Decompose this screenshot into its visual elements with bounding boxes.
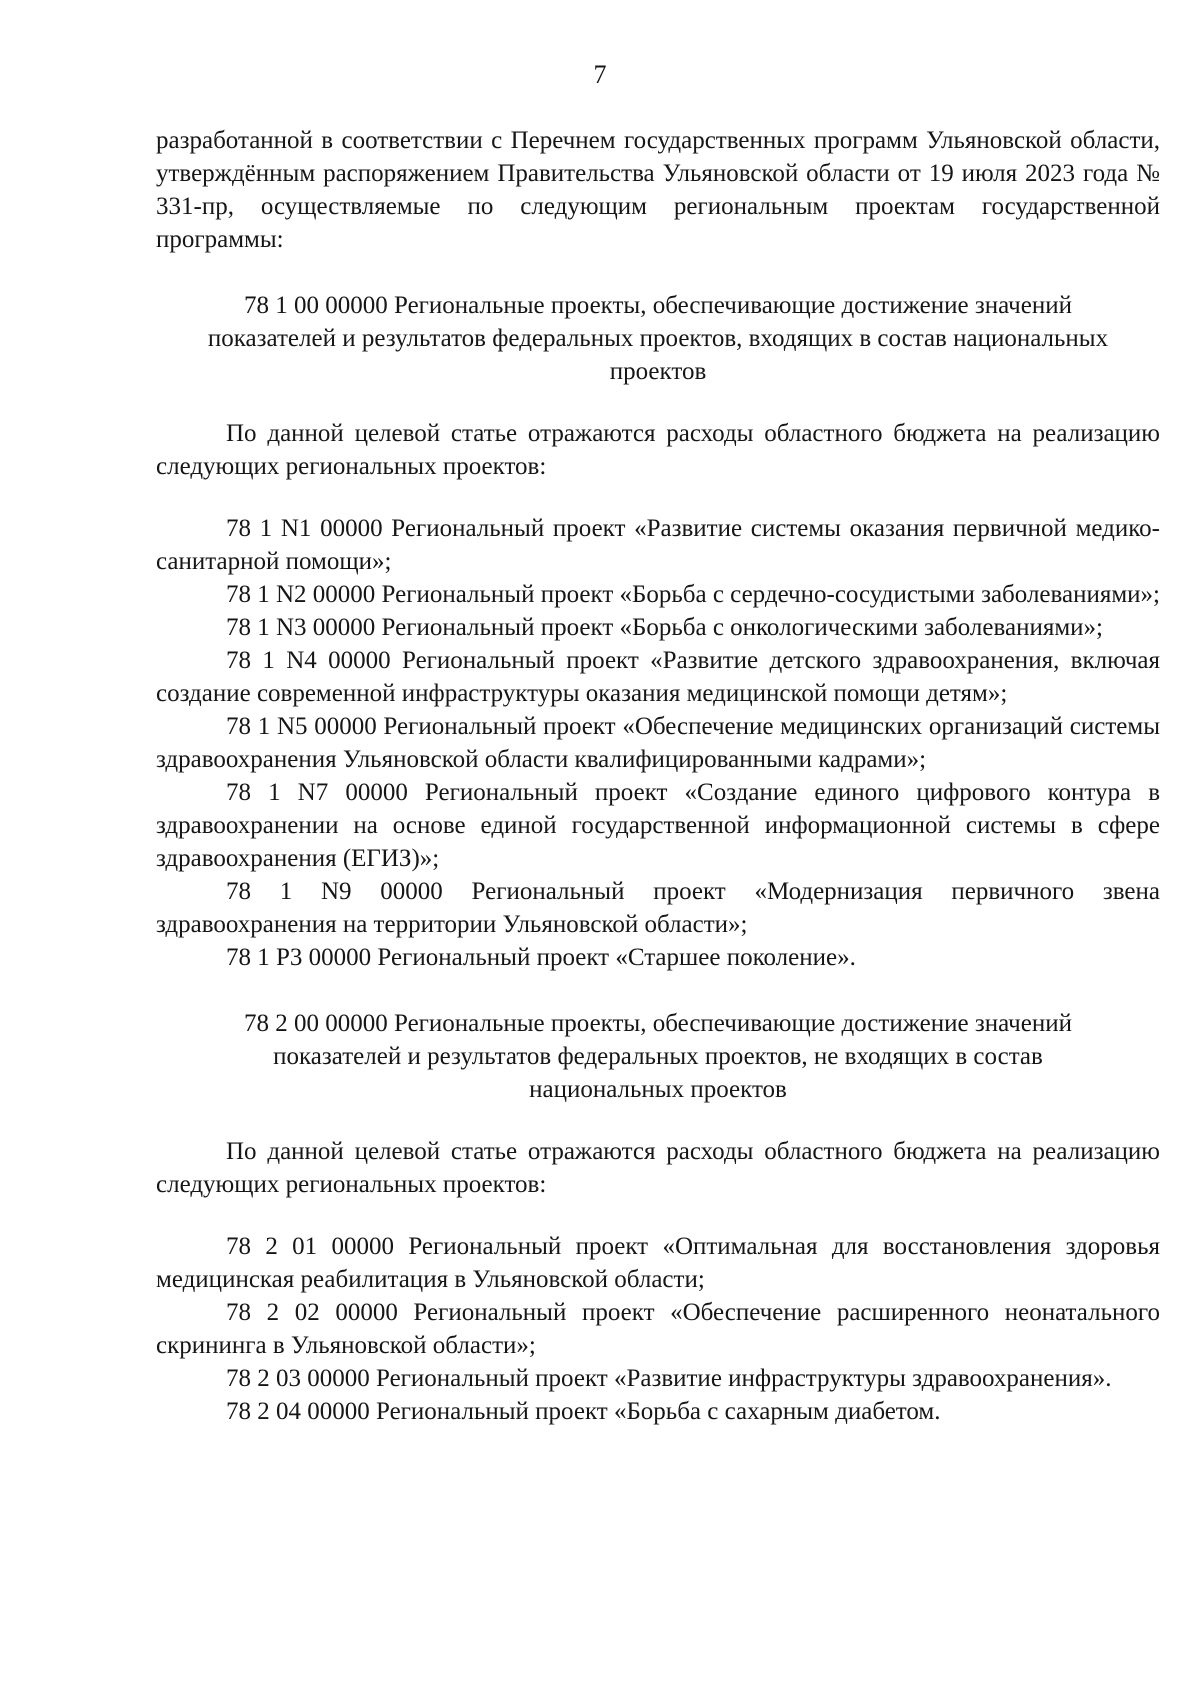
list-item: 78 1 N3 00000 Региональный проект «Борьба с онкологическими заболеваниями»; [226,614,1103,641]
list-item: 78 1 N9 00000 Региональный проект «Модернизация первичного звена здравоохранения на территории Ульяновской области»; [156,878,1160,938]
page-content [156,124,1160,1428]
section-2-project-list [156,1230,1160,1428]
list-item: 78 2 02 00000 Региональный проект «Обеспечение расширенного неонатального скрининга в Ульяновской области»; [156,1299,1160,1359]
intro-paragraph: разработанной в соответствии с Перечнем государственных программ Ульяновской области, утверждённым распоряжением Правительства Ульяновской области от 19 июля 2023 года № 331-пр, осуществляемые по следующим региональным проектам государственной программы: [156,127,1160,253]
section-2-heading: 78 2 00 00000 Региональные проекты, обеспечивающие достижение значений показателей и результатов федеральных проектов, не входящих в состав национальных проектов [244,1010,1072,1103]
section-1-heading: 78 1 00 00000 Региональные проекты, обеспечивающие достижение значений показателей и результатов федеральных проектов, входящих в состав национальных проектов [207,292,1109,385]
list-item: 78 1 P3 00000 Региональный проект «Старшее поколение». [226,944,856,971]
list-item: 78 1 N5 00000 Региональный проект «Обеспечение медицинских организаций системы здравоохранения Ульяновской области квалифицированными кадрами»; [156,713,1160,773]
list-item: 78 1 N7 00000 Региональный проект «Создание единого цифрового контура в здравоохранении на основе единой государственной информационной системы в сфере здравоохранения (ЕГИЗ)»; [156,779,1160,872]
section-1-lead: По данной целевой статье отражаются расходы областного бюджета на реализацию следующих региональных проектов: [156,420,1160,480]
list-item: 78 2 04 00000 Региональный проект «Борьба с сахарным диабетом. [226,1398,941,1425]
section-2-lead: По данной целевой статье отражаются расходы областного бюджета на реализацию следующих региональных проектов: [156,1138,1160,1198]
list-item: 78 1 N1 00000 Региональный проект «Развитие системы оказания первичной медико-санитарной помощи»; [156,515,1160,575]
list-item: 78 2 01 00000 Региональный проект «Оптимальная для восстановления здоровья медицинская реабилитация в Ульяновской области; [156,1233,1160,1293]
section-1-project-list [156,512,1160,974]
list-item: 78 1 N4 00000 Региональный проект «Развитие детского здравоохранения, включая создание современной инфраструктуры оказания медицинской помощи детям»; [156,647,1160,707]
page-number: 7 [593,60,607,89]
list-item: 78 1 N2 00000 Региональный проект «Борьба с сердечно-сосудистыми заболеваниями»; [226,581,1160,608]
list-item: 78 2 03 00000 Региональный проект «Развитие инфраструктуры здравоохранения». [226,1365,1112,1392]
